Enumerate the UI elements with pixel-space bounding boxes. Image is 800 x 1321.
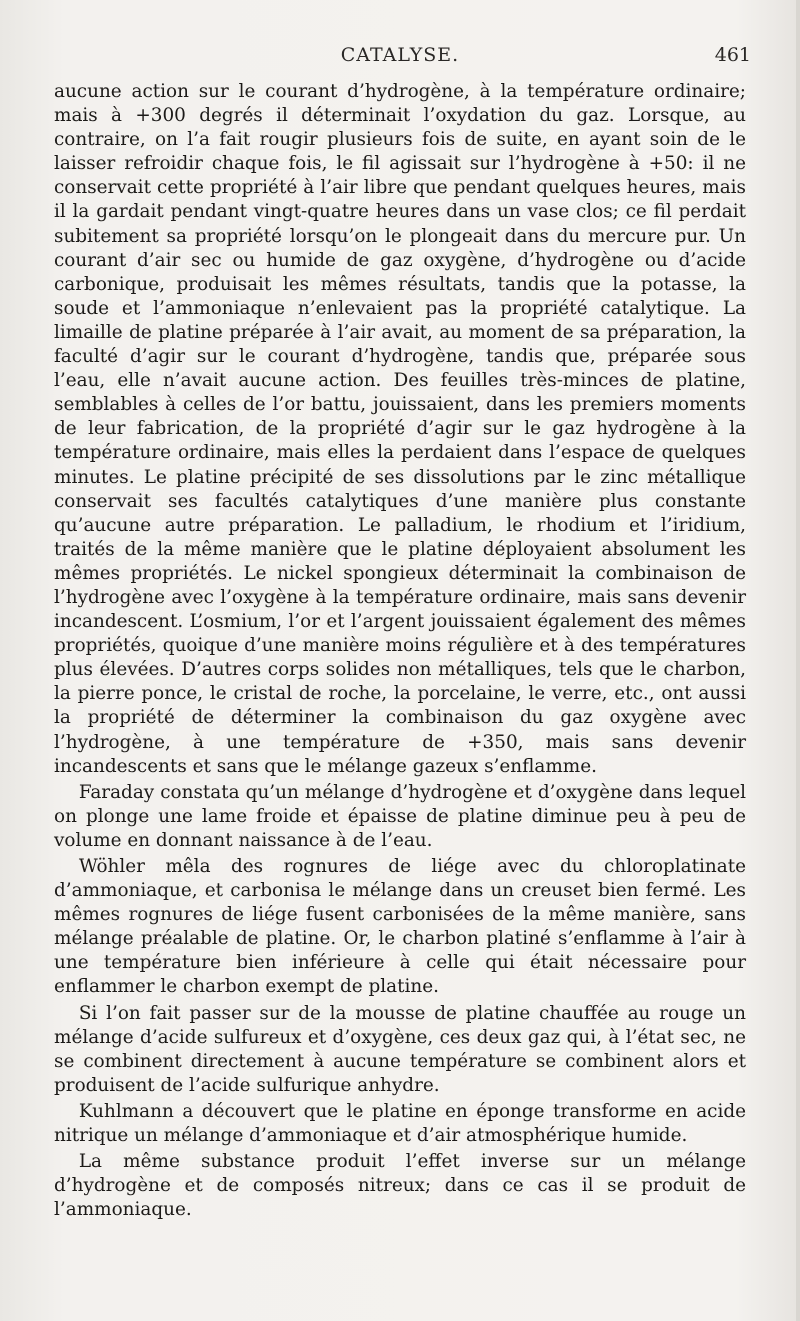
body-text bbox=[54, 80, 746, 1222]
paragraph-inverse-effect: La même substance produit l’effet inverse sur un mélange d’hydrogène et de composés nitreux; dans ce cas il se produit de l’ammoniaque. bbox=[54, 1151, 746, 1221]
running-title: CATALYSE. bbox=[340, 44, 460, 66]
paragraph-kuhlmann: Kuhlmann a découvert que le platine en éponge transforme en acide nitrique un mélange d’ammoniaque et d’air atmosphérique humide. bbox=[54, 1100, 746, 1147]
running-head bbox=[55, 44, 751, 72]
page-number: 461 bbox=[714, 44, 751, 66]
paragraph-wohler: Wöhler mêla des rognures de liége avec du chloroplatinate d’ammoniaque, et carbonisa le mélange dans un creuset bien fermé. Les mêmes rognures de liége fusent carbonisées de la même manière, sans mélange préalable de platine. Or, le charbon platiné s’enflamme à l’air à une température bien inférieure à celle qui était nécessaire pour enflammer le charbon exempt de platine. bbox=[54, 856, 746, 998]
paragraph-platinum-sponge: Si l’on fait passer sur de la mousse de platine chauffée au rouge un mélange d’acide sulfureux et d’oxygène, ces deux gaz qui, à l’état sec, ne se combinent directement à aucune température se combinent alors et produisent de l’acide sulfurique anhydre. bbox=[54, 1002, 746, 1096]
paragraph-faraday: Faraday constata qu’un mélange d’hydrogène et d’oxygène dans lequel on plonge une lame froide et épaisse de platine diminue peu à peu de volume en donnant naissance à de l’eau. bbox=[54, 781, 746, 851]
paragraph-continued: aucune action sur le courant d’hydrogène, à la température ordinaire; mais à +300 degrés il déterminait l’oxydation du gaz. Lorsque, au contraire, on l’a fait rougir plusieurs fois de suite, en ayant soin de le laisser refroidir chaque fois, le fil agissait sur l’hydrogène à +50: il ne conservait cette propriété à l’air libre que pendant quelques heures, mais il la gardait pendant vingt-quatre heures dans un vase clos; ce fil perdait subitement sa propriété lorsqu’on le plongeait dans du mercure pur. Un courant d’air sec ou humide de gaz oxygène, d’hydrogène ou d’acide carbonique, produisait les mêmes résultats, tandis que la potasse, la soude et l’ammoniaque n’enlevaient pas la propriété catalytique. La limaille de platine préparée à l’air avait, au moment de sa préparation, la faculté d’agir sur le courant d’hydrogène, tandis que, préparée sous l’eau, elle n’avait aucune action. Des feuilles très-minces de platine, semblables à celles de l’or battu, jouissaient, dans les premiers moments de leur fabrication, de la propriété d’agir sur le gaz hydrogène à la température ordinaire, mais elles la perdaient dans l’espace de quelques minutes. Le platine précipité de ses dissolutions par le zinc métallique conservait ses facultés catalytiques d’une manière plus constante qu’aucune autre préparation. Le palladium, le rhodium et l’iridium, traités de la même manière que le platine déployaient absolument les mêmes propriétés. Le nickel spongieux déterminait la combinaison de l’hydrogène avec l’oxygène à la température ordinaire, mais sans devenir incandescent. L’osmium, l’or et l’argent jouissaient également des mêmes propriétés, quoique d’une manière moins régulière et à des températures plus élevées. D’autres corps solides non métalliques, tels que le charbon, la pierre ponce, le cristal de roche, la porcelaine, le verre, etc., ont aussi la propriété de déterminer la combinaison du gaz oxygène avec l’hydrogène, à une température de +350, mais sans devenir incandescents et sans que le mélange gazeux s’enflamme. bbox=[54, 81, 746, 777]
